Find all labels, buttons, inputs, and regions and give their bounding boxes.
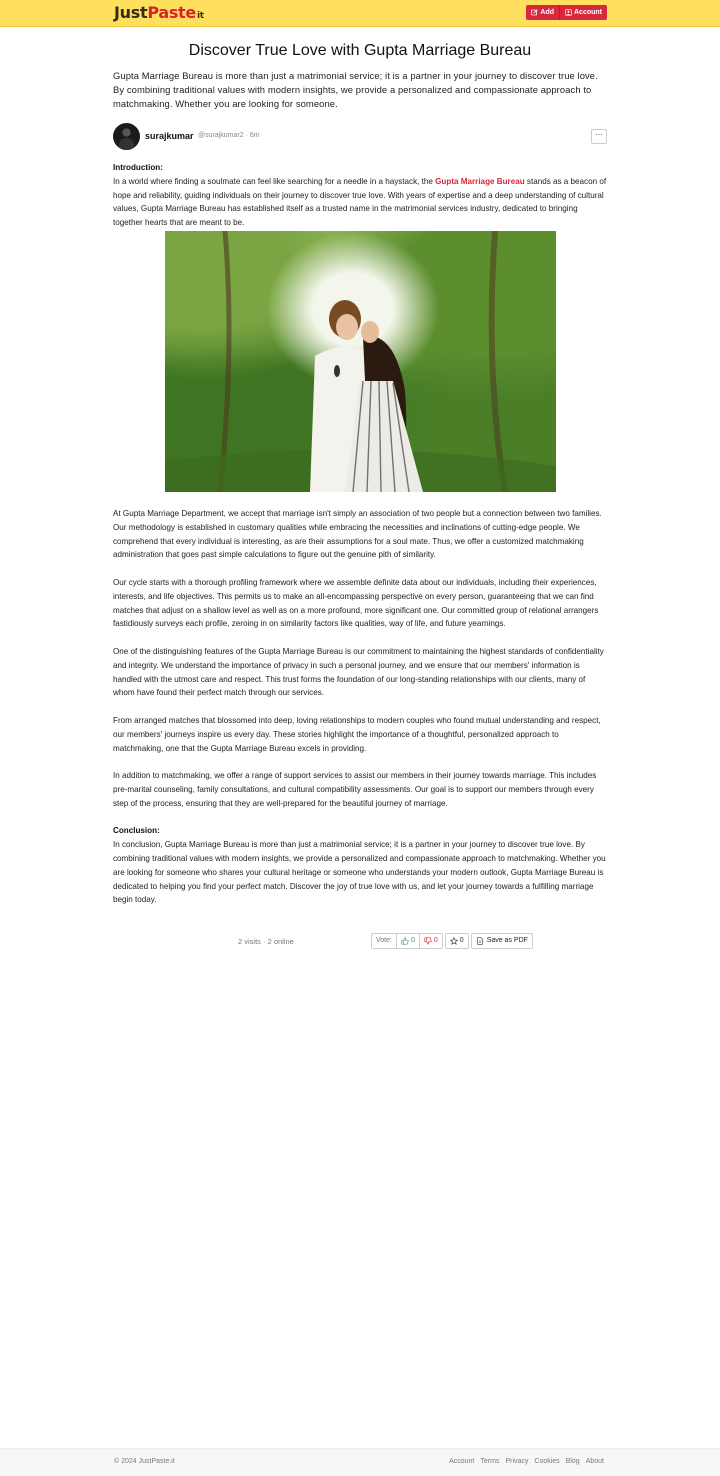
- introduction-heading: Introduction:: [113, 163, 163, 172]
- paragraph-2: At Gupta Marriage Department, we accept that marriage isn't simply an association of two people but a connection between two families. Our methodology is established in customary qualities while embracing the necessities and inclinations of cutting-edge people. We comprehend that every individual is interesting, as are their assumptions for a soul mate. Thus, we offer a customized matchmaking administration that goes past simple calculations to figure out the genuine pith of similarity.: [113, 508, 602, 560]
- paragraph-6: In addition to matchmaking, we offer a range of support services to assist our members in their journey towards marriage. This includes pre-marital counseling, family consultations, and cultural compatibility assessments. Our goal is to support our members through every step of the process, ensuring that they are well-prepared for the beautiful journey of marriage.: [113, 771, 597, 808]
- paragraph-4: One of the distinguishing features of the Gupta Marriage Bureau is our commitment to maintaining the highest standards of confidentiality and integrity. We understand the importance of privacy in such a personal journey, and we ensure that our members' information is handled with the utmost care and respect. This trust forms the foundation of our long-standing relationships with our clients, many of whom have found their perfect match through our services.: [113, 646, 604, 698]
- paragraph-7: In conclusion, Gupta Marriage Bureau is more than just a matrimonial service; it is a partner in your journey to discover true love. By combining traditional values with modern insights, we provide a personalized and compassionate approach to matchmaking. Whether you are looking for someone who shares your cultural heritage or someone who understands your modern outlook, Gupta Marriage Bureau is dedicated to helping you find your perfect match. Discover the joy of true love with us, and let your journey towards a fulfilling marriage begin today.: [113, 840, 606, 905]
- justpaste-logo[interactable]: JustPasteit: [114, 3, 204, 22]
- couple-illustration: [165, 231, 556, 492]
- copyright: © 2024 JustPaste.it: [114, 1458, 175, 1465]
- favorite-group: [445, 933, 469, 949]
- footer-links: [449, 1458, 604, 1465]
- user-icon: [565, 9, 572, 16]
- top-bar: [0, 0, 720, 27]
- edit-icon: [531, 9, 538, 16]
- footer-link-terms[interactable]: Terms: [480, 1458, 500, 1465]
- vote-group: [371, 933, 443, 949]
- article-header: [113, 40, 607, 111]
- more-options-button[interactable]: ···: [591, 129, 607, 144]
- pdf-file-icon: [476, 937, 484, 945]
- favorite-button[interactable]: 0: [446, 934, 468, 948]
- account-button[interactable]: Account: [560, 5, 607, 20]
- upvote-button[interactable]: 0: [396, 934, 419, 948]
- author-name[interactable]: surajkumar: [145, 131, 194, 141]
- paragraph-5: From arranged matches that blossomed into deep, loving relationships to modern couples who found mutual understanding and respect, our members' journeys inspire us every day. These stories highlight the importance of a thoughtful, personalized approach to matchmaking, one that the Gupta Marriage Bureau excels in providing.: [113, 715, 601, 753]
- footer-link-about[interactable]: About: [585, 1458, 604, 1465]
- paragraph-1: In a world where finding a soulmate can feel like searching for a needle in a haystack, the Gupta Marriage Bureau stands as a beacon of hope and reliability, guiding individuals on their journey to discover true love. With years of expertise and a deep understanding of cultural values, Gupta Marriage Bureau has established itself as a trusted name in the matrimonial services industry, dedicated to bringing together hearts that are meant to be.: [113, 176, 607, 228]
- gupta-marriage-bureau-link[interactable]: Gupta Marriage Bureau: [435, 176, 525, 186]
- vote-label: Vote:: [372, 934, 396, 948]
- action-bar: [371, 933, 533, 949]
- couple-photo: [165, 231, 556, 492]
- footer-link-account[interactable]: Account: [449, 1458, 475, 1465]
- author-row: [113, 123, 607, 150]
- avatar[interactable]: [113, 123, 140, 150]
- footer-link-cookies[interactable]: Cookies: [534, 1458, 560, 1465]
- thumbs-down-icon: [424, 937, 432, 945]
- downvote-button[interactable]: 0: [419, 934, 442, 948]
- author-handle: @surajkumar2 · 6m: [198, 132, 260, 139]
- save-as-pdf-button[interactable]: Save as PDF: [471, 933, 533, 949]
- footer-link-privacy[interactable]: Privacy: [505, 1458, 529, 1465]
- article-intro: Gupta Marriage Bureau is more than just a matrimonial service; it is a partner in your journey to discover true love. By combining traditional values with modern insights, we provide a personalized and compassionate approach to matchmaking. Whether you are looking for someone.: [113, 70, 598, 109]
- footer-link-blog[interactable]: Blog: [565, 1458, 580, 1465]
- conclusion-heading: Conclusion:: [113, 826, 160, 836]
- thumbs-up-icon: [401, 937, 409, 945]
- paragraph-3: Our cycle starts with a thorough profiling framework where we assemble definite data about our individuals, including their experiences, interests, and life objectives. This permits us to make an all-encompassing perspective on every person, guaranteeing that we can find matches that adjust on a shallow level as well as on a more profound, more significant one. Our committed group of relational arrangers fastidiously surveys each profile, zeroing in on similarity factors like qualities, way of life, and future yearnings.: [113, 577, 599, 629]
- visit-stats: 2 visits · 2 online: [238, 937, 294, 946]
- top-buttons: [526, 5, 607, 20]
- page-title: Discover True Love with Gupta Marriage Bureau: [188, 42, 532, 59]
- add-button[interactable]: Add: [526, 5, 560, 20]
- star-icon: [450, 937, 458, 945]
- footer: [0, 1448, 720, 1476]
